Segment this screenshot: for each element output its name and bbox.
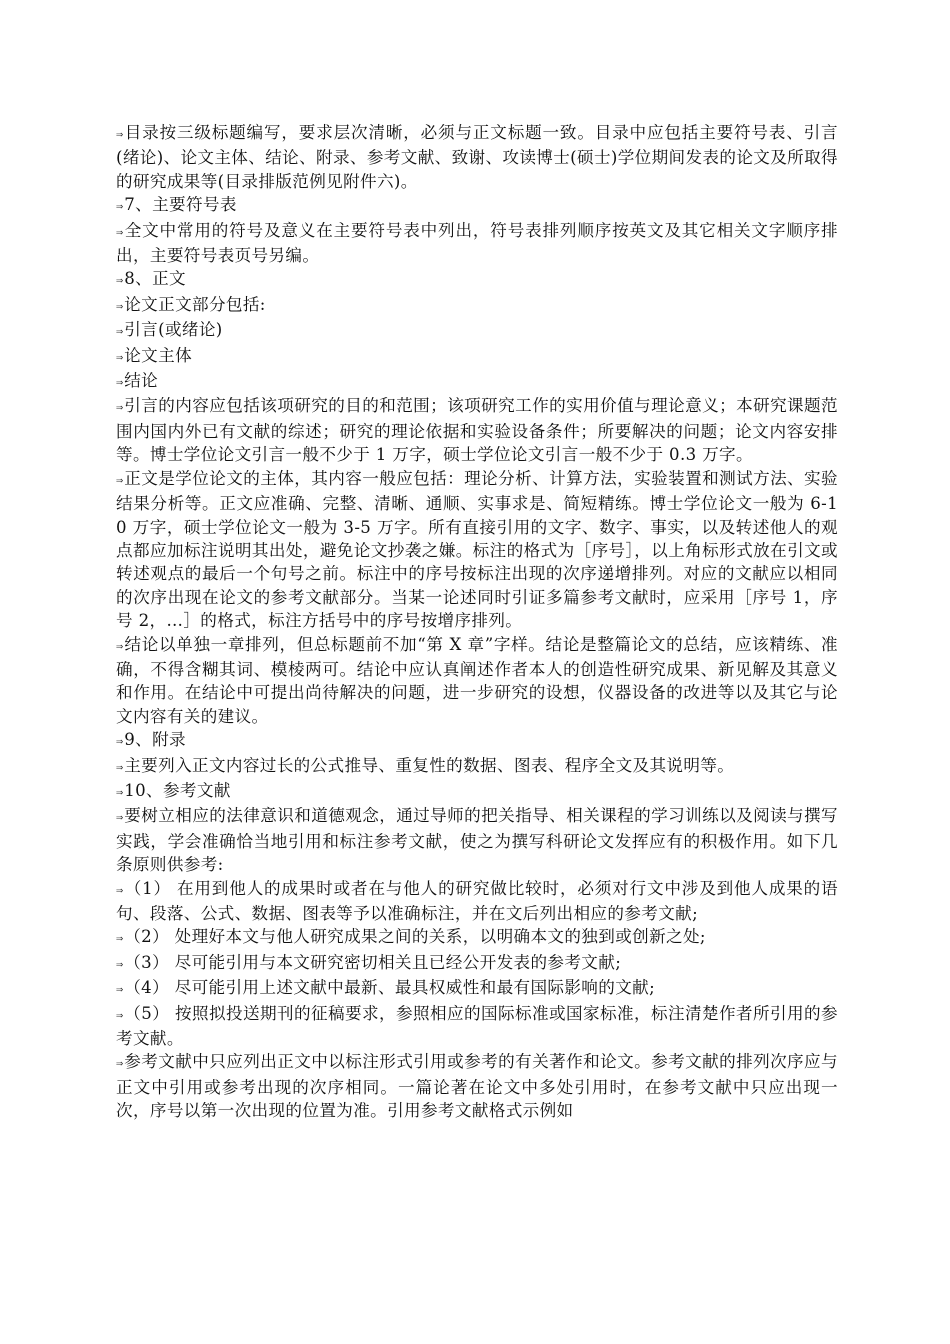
reference-principle-item <box>116 951 838 976</box>
paragraph-text: 结论 <box>124 371 159 391</box>
paragraph-text: 结论以单独一章排列，但总标题前不加“第 X 章”字样。结论是整篇论文的总结，应该精练、准确，不得含糊其词、模棱两可。结论中应认真阐述作者本人的创造性研究成果、新见解及其意义和作用。在结论中可提出尚待解决的问题，进一步研究的设想，仪器设备的改进等以及其它与论文内容有关的建议。 <box>116 634 838 726</box>
paragraph-marker: ⇒ <box>116 734 124 749</box>
main-text-paragraph <box>116 467 838 633</box>
paragraph-marker: ⇒ <box>116 375 124 390</box>
paragraph-marker: ⇒ <box>116 1056 124 1071</box>
paragraph-text: 要树立相应的法律意识和道德观念，通过导师的把关指导、相关课程的学习训练以及阅读与撰写实践，学会准确恰当地引用和标注参考文献，使之为撰写科研论文发挥应有的积极作用。如下几条原则供参考: <box>116 806 838 875</box>
paragraph-marker: ⇒ <box>116 882 124 897</box>
paragraph-text: 论文正文部分包括: <box>124 294 266 314</box>
paragraph-marker: ⇒ <box>116 982 124 997</box>
body-part-item <box>116 318 838 343</box>
body-part-item <box>116 344 838 369</box>
references-intro-paragraph <box>116 804 838 876</box>
introduction-paragraph <box>116 394 838 466</box>
paragraph-text: 引言的内容应包括该项研究的目的和范围；该项研究工作的实用价值与理论意义；本研究课题范围内国内外已有文献的综述；研究的理论依据和实验设备条件；所要解决的问题；论文内容安排等。博士学位论文引言一般不少于 1 万字，硕士学位论文引言一般不少于 0.3 万字。 <box>116 396 838 465</box>
paragraph-text: （4） 尽可能引用上述文献中最新、最具权威性和最有国际影响的文献; <box>124 978 656 998</box>
paragraph-text: 引言(或绪论) <box>124 320 223 340</box>
body-parts-intro <box>116 293 838 318</box>
document-body <box>116 121 838 1123</box>
paragraph-text: （1） 在用到他人的成果时或者在与他人的研究做比较时，必须对行文中涉及到他人成果的语句、段落、公式、数据、图表等予以准确标注，并在文后列出相应的参考文献; <box>116 878 838 923</box>
reference-principle-item <box>116 925 838 950</box>
section-heading-body <box>116 267 838 292</box>
paragraph-marker: ⇒ <box>116 810 124 825</box>
paragraph-text: 目录按三级标题编写，要求层次清晰，必须与正文标题一致。目录中应包括主要符号表、引言(绪论)、论文主体、结论、附录、参考文献、致谢、攻读博士(硕士)学位期间发表的论文及所取得的研究成果等(目录排版范例见附件六)。 <box>116 123 838 191</box>
paragraph-text: 正文是学位论文的主体，其内容一般应包括：理论分析、计算方法，实验装置和测试方法、实验结果分析等。正文应准确、完整、清晰、通顺、实事求是、简短精练。博士学位论文一般为 6-10 万字，硕士学位论文一般为 3-5 万字。所有直接引用的文字、数字、事实，以及转述他人的观点都应加标注说明其出处，避免论文抄袭之嫌。标注的格式为［序号］，以上角标形式放在引文或转述观点的最后一个句号之前。标注中的序号按标注出现的次序递增排列。对应的文献应以相同的次序出现在论文的参考文献部分。当某一论述同时引证多篇参考文献时，应采用［序号 1，序号 2，…］的格式，标注方括号中的序号按增序排列。 <box>116 468 838 631</box>
toc-rule-paragraph <box>116 121 838 193</box>
paragraph-marker: ⇒ <box>116 127 124 141</box>
paragraph-text: （3） 尽可能引用与本文研究密切相关且已经公开发表的参考文献; <box>124 952 622 972</box>
heading-text: 7、主要符号表 <box>124 195 237 215</box>
paragraph-text: 主要列入正文内容过长的公式推导、重复性的数据、图表、程序全文及其说明等。 <box>124 755 735 775</box>
paragraph-marker: ⇒ <box>116 199 124 214</box>
body-part-item <box>116 369 838 394</box>
references-order-paragraph <box>116 1050 838 1122</box>
appendix-paragraph <box>116 754 838 779</box>
paragraph-text: 全文中常用的符号及意义在主要符号表中列出，符号表排列顺序按英文及其它相关文字顺序排出，主要符号表页号另编。 <box>116 220 838 266</box>
paragraph-marker: ⇒ <box>116 400 124 415</box>
paragraph-marker: ⇒ <box>116 298 124 313</box>
reference-principle-item <box>116 877 838 926</box>
paragraph-marker: ⇒ <box>116 784 124 799</box>
symbols-paragraph <box>116 219 838 268</box>
section-heading-symbols <box>116 193 838 218</box>
paragraph-marker: ⇒ <box>116 638 124 653</box>
paragraph-marker: ⇒ <box>116 273 124 288</box>
paragraph-text: 参考文献中只应列出正文中以标注形式引用或参考的有关著作和论文。参考文献的排列次序应与正文中引用或参考出现的次序相同。一篇论著在论文中多处引用时，在参考文献中只应出现一次，序号以第一次出现的位置为准。引用参考文献格式示例如 <box>116 1052 838 1121</box>
paragraph-text: （5） 按照拟投送期刊的征稿要求，参照相应的国际标准或国家标准，标注清楚作者所引用的参考文献。 <box>116 1003 838 1049</box>
section-heading-appendix <box>116 728 838 753</box>
paragraph-marker: ⇒ <box>116 224 124 239</box>
heading-text: 8、正文 <box>124 269 186 289</box>
reference-principle-item <box>116 976 838 1001</box>
section-heading-references <box>116 779 838 804</box>
paragraph-marker: ⇒ <box>116 349 124 364</box>
heading-text: 9、附录 <box>124 730 186 750</box>
paragraph-marker: ⇒ <box>116 759 124 774</box>
paragraph-text: （2） 处理好本文与他人研究成果之间的关系，以明确本文的独到或创新之处; <box>124 927 706 947</box>
paragraph-marker: ⇒ <box>116 931 124 946</box>
conclusion-paragraph <box>116 633 838 729</box>
paragraph-marker: ⇒ <box>116 472 124 487</box>
paragraph-marker: ⇒ <box>116 956 124 971</box>
paragraph-marker: ⇒ <box>116 1007 124 1022</box>
paragraph-marker: ⇒ <box>116 324 124 339</box>
heading-text: 10、参考文献 <box>124 780 231 800</box>
paragraph-text: 论文主体 <box>124 345 193 365</box>
reference-principle-item <box>116 1002 838 1051</box>
